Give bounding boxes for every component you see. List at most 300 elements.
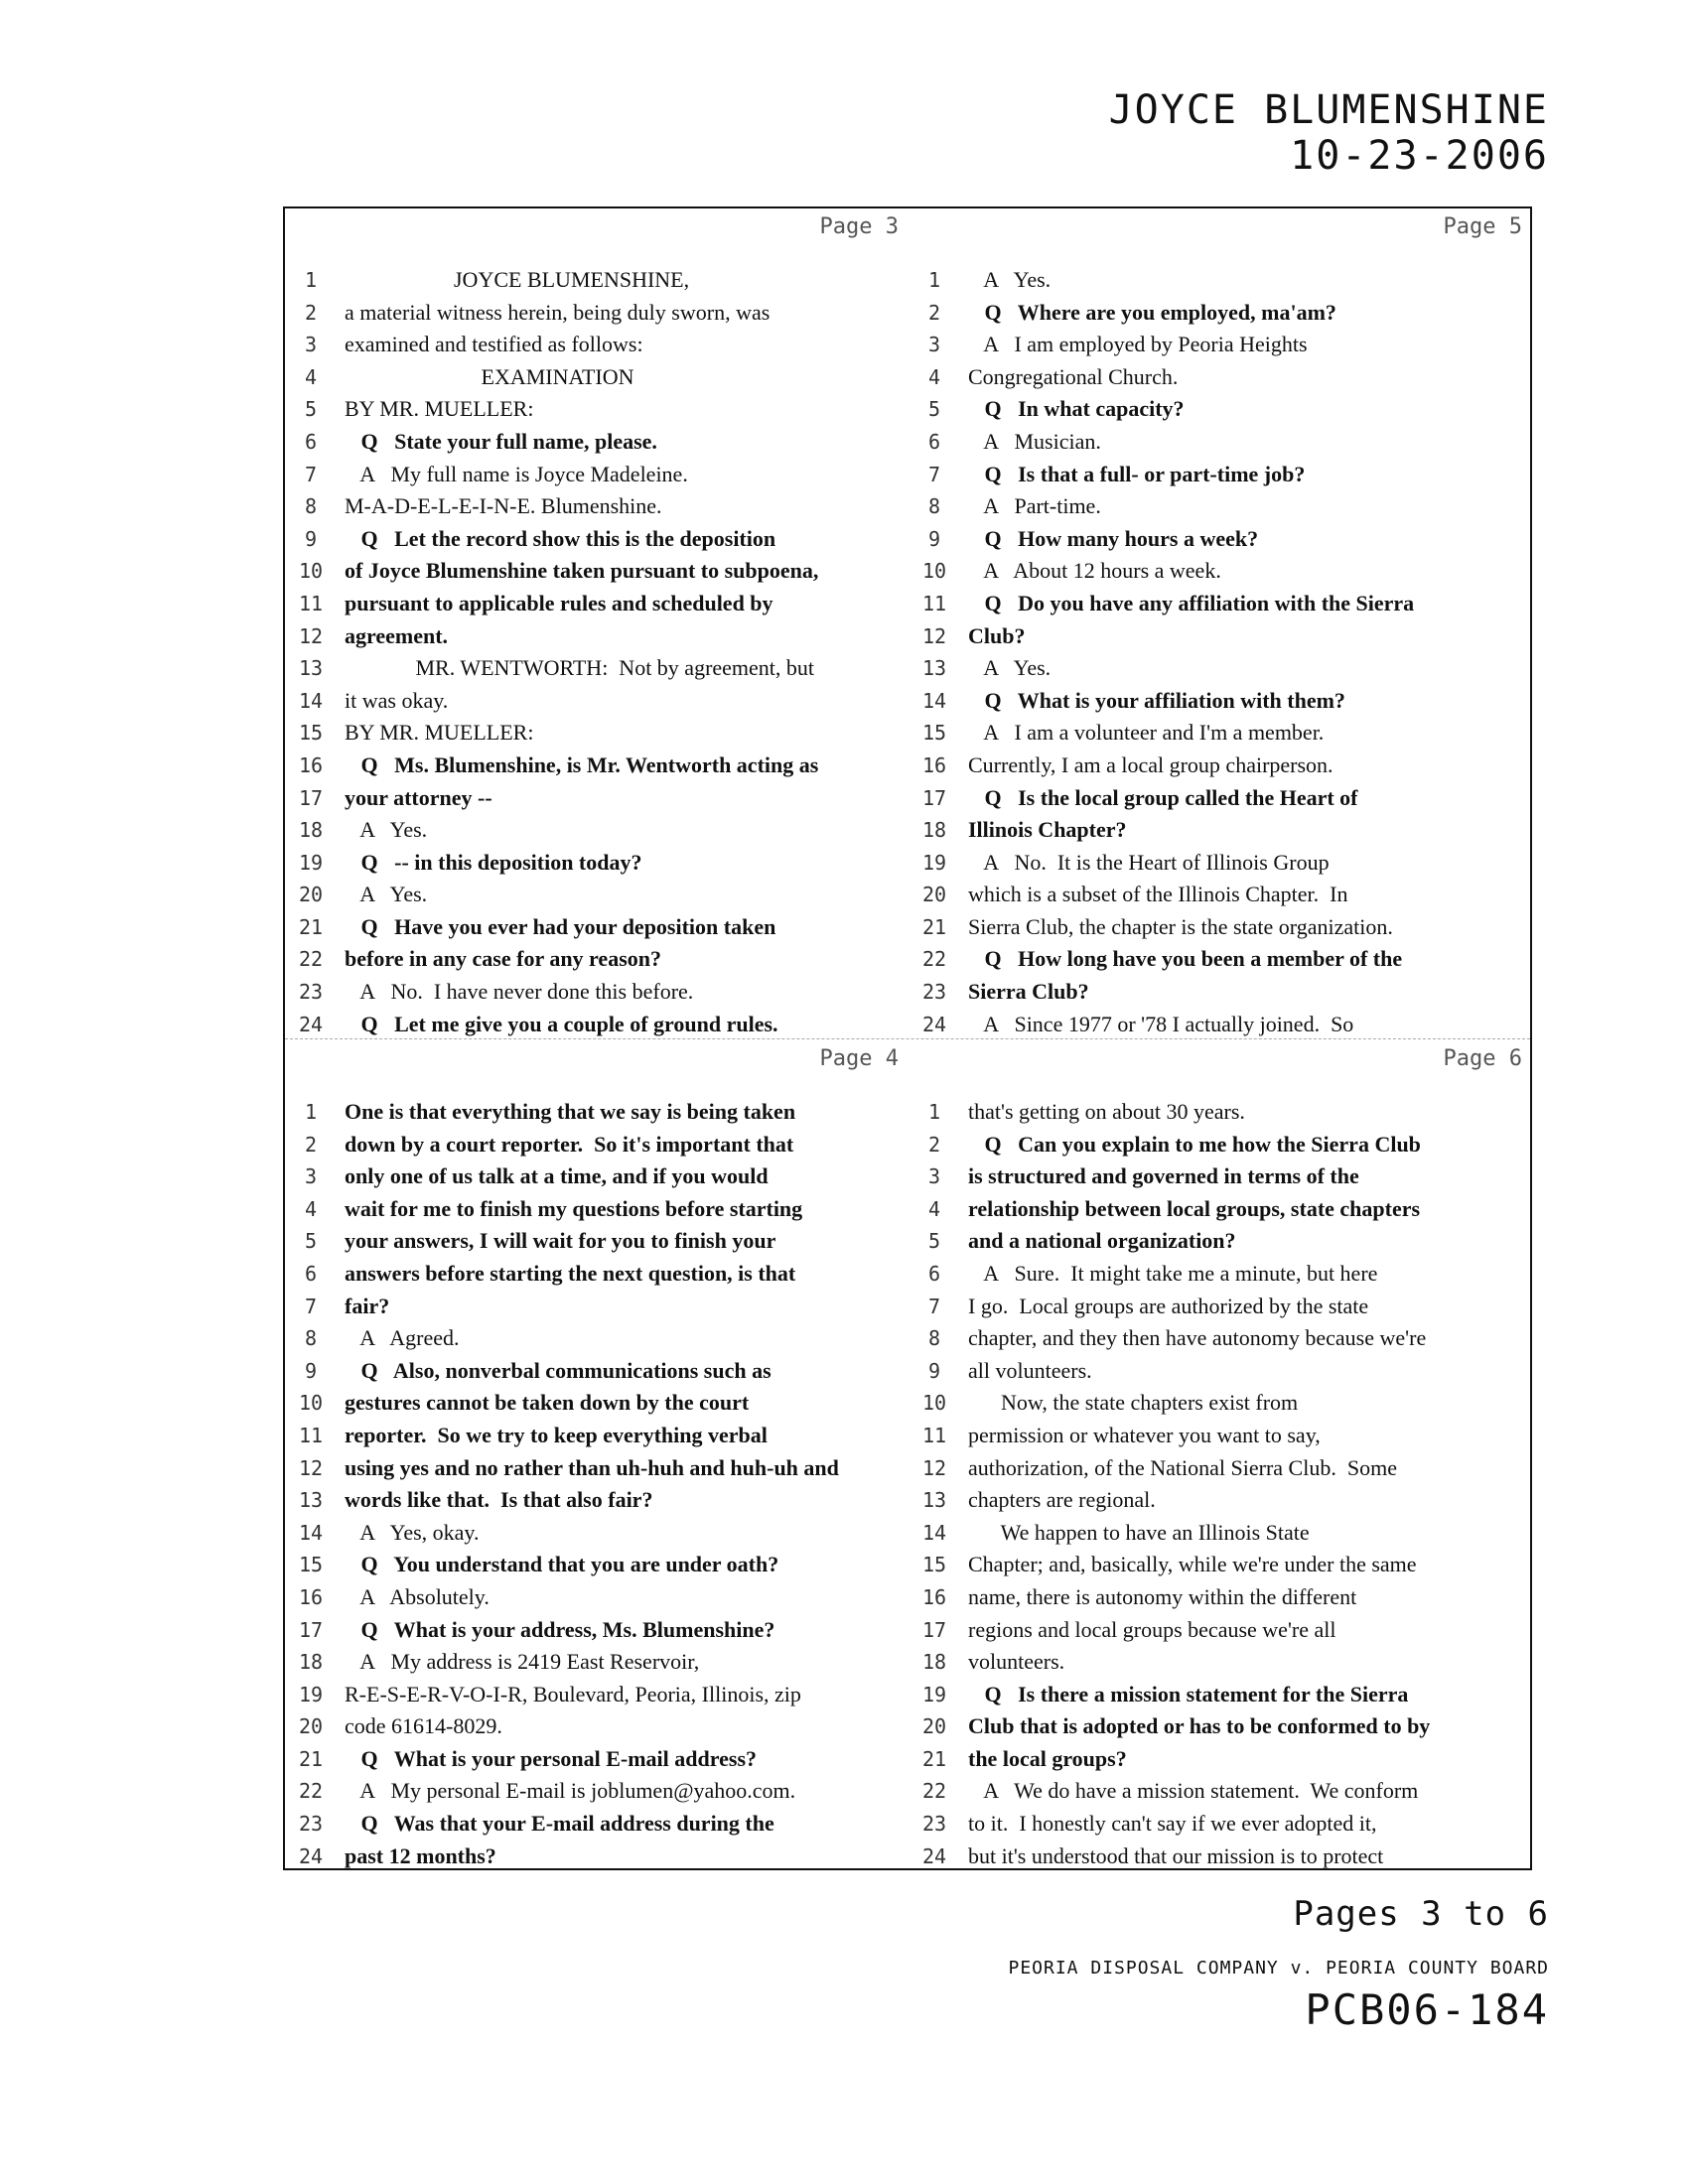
transcript-line xyxy=(285,1808,909,1841)
line-number: 11 xyxy=(921,591,947,615)
transcript-line xyxy=(909,1452,1532,1485)
line-text: A Part-time. xyxy=(968,493,1101,519)
line-text: Q What is your address, Ms. Blumenshine? xyxy=(345,1616,775,1642)
transcript-line xyxy=(285,1614,909,1647)
line-text: Q Do you have any affiliation with the Sierra xyxy=(968,590,1415,615)
line-text: authorization, of the National Sierra Club. Some xyxy=(968,1454,1397,1480)
transcript-line xyxy=(285,1322,909,1355)
line-number: 20 xyxy=(298,1714,324,1739)
line-number: 1 xyxy=(927,1100,941,1124)
line-text: Q What is your affiliation with them? xyxy=(968,687,1345,713)
line-text: Q State your full name, please. xyxy=(345,428,657,454)
line-number: 5 xyxy=(927,1229,941,1254)
transcript-line xyxy=(909,1646,1532,1679)
line-number: 23 xyxy=(921,1812,947,1837)
transcript-line xyxy=(909,1258,1532,1291)
line-text: a material witness herein, being duly sworn, was xyxy=(345,299,771,325)
line-text: Q Can you explain to me how the Sierra Club xyxy=(968,1131,1421,1157)
transcript-line xyxy=(285,1129,909,1161)
line-text: Q Ms. Blumenshine, is Mr. Wentworth acting as xyxy=(345,751,819,777)
transcript-line xyxy=(285,361,909,394)
line-number: 3 xyxy=(304,1164,318,1189)
transcript-line xyxy=(285,426,909,459)
line-number: 12 xyxy=(298,1455,324,1480)
transcript-line xyxy=(909,393,1532,426)
deponent-name: JOYCE BLUMENSHINE xyxy=(1108,87,1549,133)
line-text: A My personal E-mail is joblumen@yahoo.com. xyxy=(345,1778,796,1804)
transcript-line xyxy=(285,393,909,426)
line-text: A No. It is the Heart of Illinois Group xyxy=(968,849,1330,875)
transcript-line xyxy=(285,685,909,718)
line-text: of Joyce Blumenshine taken pursuant to subpoena, xyxy=(345,558,819,584)
page-label: Page 3 xyxy=(819,214,899,239)
line-text: BY MR. MUELLER: xyxy=(345,720,534,746)
transcript-line xyxy=(285,976,909,1009)
line-number: 2 xyxy=(927,1132,941,1157)
line-text: A Since 1977 or '78 I actually joined. So xyxy=(968,1011,1354,1036)
line-number: 3 xyxy=(927,1164,941,1189)
line-text: and a national organization? xyxy=(968,1228,1236,1254)
line-number: 20 xyxy=(921,1714,947,1739)
line-number: 8 xyxy=(927,494,941,519)
transcript-line xyxy=(909,911,1532,944)
line-number: 6 xyxy=(927,1261,941,1286)
line-number: 18 xyxy=(298,1650,324,1675)
line-number: 22 xyxy=(921,947,947,972)
line-number: 13 xyxy=(298,656,324,681)
transcript-line xyxy=(285,329,909,361)
line-number: 22 xyxy=(298,947,324,972)
line-text: M-A-D-E-L-E-I-N-E. Blumenshine. xyxy=(345,493,662,519)
transcript-line xyxy=(909,750,1532,782)
transcript-page-3 xyxy=(285,208,909,1037)
transcript-line xyxy=(909,1581,1532,1614)
transcript-line xyxy=(285,847,909,880)
transcript-line xyxy=(909,459,1532,491)
line-text: A Yes. xyxy=(968,267,1052,292)
line-text: A I am a volunteer and I'm a member. xyxy=(968,720,1325,746)
line-number: 24 xyxy=(298,1843,324,1868)
line-text: chapter, and they then have autonomy because we're xyxy=(968,1325,1427,1351)
line-number: 11 xyxy=(921,1423,947,1447)
line-text: A Sure. It might take me a minute, but here xyxy=(968,1260,1378,1286)
line-number: 4 xyxy=(927,1196,941,1221)
line-number: 12 xyxy=(921,1455,947,1480)
transcript-line xyxy=(285,782,909,815)
line-text: Q Have you ever had your deposition taken xyxy=(345,913,776,939)
line-number: 13 xyxy=(298,1488,324,1513)
line-number: 19 xyxy=(298,850,324,875)
transcript-line xyxy=(909,523,1532,556)
line-text: Q Let me give you a couple of ground rules. xyxy=(345,1011,778,1036)
line-text: A Absolutely. xyxy=(345,1583,490,1609)
line-number: 17 xyxy=(921,1617,947,1642)
line-number: 15 xyxy=(921,1553,947,1577)
transcript-line xyxy=(909,976,1532,1009)
line-number: 24 xyxy=(298,1012,324,1036)
transcript-line xyxy=(285,297,909,330)
line-text: Q Is that a full- or part-time job? xyxy=(968,461,1306,486)
line-text: A Agreed. xyxy=(345,1325,460,1351)
line-number: 13 xyxy=(921,656,947,681)
transcript-line xyxy=(285,943,909,976)
line-number: 21 xyxy=(921,914,947,939)
transcript-line xyxy=(909,1129,1532,1161)
page-divider xyxy=(285,1038,1530,1039)
line-number: 12 xyxy=(298,623,324,648)
line-number: 15 xyxy=(298,1553,324,1577)
transcript-page-6 xyxy=(909,1040,1532,1869)
transcript-line xyxy=(285,750,909,782)
transcript-line xyxy=(909,1484,1532,1517)
line-text: Sierra Club? xyxy=(968,979,1089,1005)
deposition-date: 10-23-2006 xyxy=(1290,133,1549,179)
line-number: 18 xyxy=(298,818,324,843)
transcript-line xyxy=(909,1614,1532,1647)
line-text: chapters are regional. xyxy=(968,1487,1156,1513)
line-text: agreement. xyxy=(345,622,449,648)
line-text: name, there is autonomy within the different xyxy=(968,1583,1357,1609)
line-number: 19 xyxy=(298,1682,324,1706)
line-number: 9 xyxy=(927,526,941,551)
transcript-line xyxy=(909,879,1532,911)
line-text: Currently, I am a local group chairperson. xyxy=(968,751,1333,777)
page-label: Page 6 xyxy=(1443,1046,1522,1071)
line-text: wait for me to finish my questions before starting xyxy=(345,1195,803,1221)
transcript-line xyxy=(909,814,1532,847)
line-number: 23 xyxy=(921,980,947,1005)
line-text: Now, the state chapters exist from xyxy=(968,1390,1299,1416)
transcript-line xyxy=(909,1710,1532,1743)
transcript-line xyxy=(909,588,1532,620)
transcript-line xyxy=(285,490,909,523)
transcript-line xyxy=(285,1258,909,1291)
transcript-line xyxy=(285,523,909,556)
page-label: Page 4 xyxy=(819,1046,899,1071)
line-number: 21 xyxy=(298,914,324,939)
line-text: which is a subset of the Illinois Chapter. In xyxy=(968,882,1348,907)
line-text: Sierra Club, the chapter is the state organization. xyxy=(968,913,1393,939)
line-text: only one of us talk at a time, and if you would xyxy=(345,1163,769,1189)
line-text: Congregational Church. xyxy=(968,363,1179,389)
line-text: is structured and governed in terms of the xyxy=(968,1163,1359,1189)
line-text: permission or whatever you want to say, xyxy=(968,1422,1321,1447)
transcript-line xyxy=(285,1009,909,1037)
transcript-line xyxy=(909,426,1532,459)
line-text: answers before starting the next question, is that xyxy=(345,1260,796,1286)
transcript-line xyxy=(909,555,1532,588)
line-text: A My full name is Joyce Madeleine. xyxy=(345,461,688,486)
line-text: I go. Local groups are authorized by the state xyxy=(968,1293,1369,1318)
transcript-line xyxy=(285,652,909,685)
line-text: Q You understand that you are under oath? xyxy=(345,1552,779,1577)
line-number: 1 xyxy=(304,1100,318,1124)
line-text: Q Is the local group called the Heart of xyxy=(968,784,1358,810)
transcript-line xyxy=(285,814,909,847)
transcript-line xyxy=(285,555,909,588)
line-text: code 61614-8029. xyxy=(345,1713,502,1739)
line-text: A We do have a mission statement. We conform xyxy=(968,1778,1419,1804)
transcript-line xyxy=(285,1841,909,1869)
line-number: 1 xyxy=(304,268,318,292)
line-text: Q Was that your E-mail address during the xyxy=(345,1811,774,1837)
line-text: We happen to have an Illinois State xyxy=(968,1519,1310,1545)
line-text: JOYCE BLUMENSHINE, xyxy=(345,267,690,292)
line-text: that's getting on about 30 years. xyxy=(968,1099,1245,1124)
line-text: Q -- in this deposition today? xyxy=(345,849,642,875)
transcript-line xyxy=(909,1743,1532,1776)
line-text: before in any case for any reason? xyxy=(345,946,661,972)
line-text: the local groups? xyxy=(968,1745,1127,1771)
transcript-line xyxy=(285,1646,909,1679)
line-number: 17 xyxy=(298,1617,324,1642)
transcript-line xyxy=(909,1193,1532,1226)
transcript-line xyxy=(285,879,909,911)
line-text: your answers, I will wait for you to finish your xyxy=(345,1228,776,1254)
transcript-line xyxy=(285,588,909,620)
line-text: reporter. So we try to keep everything verbal xyxy=(345,1422,768,1447)
transcript-line xyxy=(285,1452,909,1485)
line-text: pursuant to applicable rules and scheduled by xyxy=(345,590,773,615)
transcript-line xyxy=(285,1387,909,1420)
line-number: 7 xyxy=(927,1294,941,1318)
page-label: Page 5 xyxy=(1443,214,1522,239)
line-number: 13 xyxy=(921,1488,947,1513)
transcript-line xyxy=(285,459,909,491)
line-number: 2 xyxy=(304,1132,318,1157)
line-number: 22 xyxy=(298,1779,324,1804)
line-text: A My address is 2419 East Reservoir, xyxy=(345,1649,700,1675)
line-number: 23 xyxy=(298,1812,324,1837)
line-text: words like that. Is that also fair? xyxy=(345,1487,653,1513)
line-number: 20 xyxy=(298,883,324,907)
line-number: 19 xyxy=(921,1682,947,1706)
transcript-line xyxy=(285,1581,909,1614)
line-number: 5 xyxy=(304,397,318,422)
transcript-page-5 xyxy=(909,208,1532,1037)
line-text: Q Where are you employed, ma'am? xyxy=(968,299,1336,325)
transcript-page-4 xyxy=(285,1040,909,1869)
line-text: Q What is your personal E-mail address? xyxy=(345,1745,758,1771)
transcript-line xyxy=(285,1193,909,1226)
line-number: 11 xyxy=(298,1423,324,1447)
line-number: 18 xyxy=(921,818,947,843)
transcript-line xyxy=(909,329,1532,361)
line-number: 3 xyxy=(304,333,318,357)
line-number: 14 xyxy=(298,1520,324,1545)
line-text: volunteers. xyxy=(968,1649,1065,1675)
transcript-line xyxy=(285,1484,909,1517)
transcript-line xyxy=(285,911,909,944)
line-number: 7 xyxy=(927,462,941,486)
line-number: 21 xyxy=(921,1746,947,1771)
line-text: A I am employed by Peoria Heights xyxy=(968,332,1308,357)
line-text: A Yes. xyxy=(345,817,428,843)
line-number: 16 xyxy=(298,752,324,777)
transcript-line xyxy=(909,1420,1532,1452)
transcript-line xyxy=(909,943,1532,976)
line-number: 6 xyxy=(927,429,941,454)
transcript-line xyxy=(909,1096,1532,1129)
line-number: 23 xyxy=(298,980,324,1005)
line-text: but it's understood that our mission is to protect xyxy=(968,1843,1384,1868)
line-number: 6 xyxy=(304,1261,318,1286)
line-text: using yes and no rather than uh-huh and huh-uh and xyxy=(345,1454,839,1480)
line-number: 4 xyxy=(304,364,318,389)
line-text: A Yes. xyxy=(968,655,1052,681)
line-text: past 12 months? xyxy=(345,1843,496,1868)
line-number: 15 xyxy=(298,721,324,746)
line-number: 8 xyxy=(304,1326,318,1351)
line-text: Q How long have you been a member of the xyxy=(968,946,1403,972)
line-text: A Yes. xyxy=(345,882,428,907)
page-range: Pages 3 to 6 xyxy=(1293,1894,1549,1934)
line-number: 10 xyxy=(298,559,324,584)
transcript-line xyxy=(909,652,1532,685)
line-number: 8 xyxy=(927,1326,941,1351)
line-number: 15 xyxy=(921,721,947,746)
line-text: down by a court reporter. So it's important that xyxy=(345,1131,794,1157)
transcript-line xyxy=(909,264,1532,297)
line-text: Q Is there a mission statement for the Sierra xyxy=(968,1681,1409,1706)
transcript-line xyxy=(909,1808,1532,1841)
transcript-line xyxy=(909,847,1532,880)
line-number: 8 xyxy=(304,494,318,519)
line-number: 5 xyxy=(304,1229,318,1254)
transcript-line xyxy=(285,1710,909,1743)
line-text: Q How many hours a week? xyxy=(968,525,1259,551)
transcript-line xyxy=(909,1009,1532,1037)
line-number: 10 xyxy=(921,1391,947,1416)
line-number: 14 xyxy=(921,688,947,713)
line-text: your attorney -- xyxy=(345,784,492,810)
line-number: 16 xyxy=(921,752,947,777)
transcript-box xyxy=(283,206,1532,1870)
line-number: 20 xyxy=(921,883,947,907)
transcript-line xyxy=(285,1549,909,1581)
transcript-line xyxy=(909,1322,1532,1355)
line-text: EXAMINATION xyxy=(345,363,634,389)
line-number: 21 xyxy=(298,1746,324,1771)
line-text: regions and local groups because we're all xyxy=(968,1616,1336,1642)
transcript-line xyxy=(909,1517,1532,1550)
transcript-line xyxy=(909,1160,1532,1193)
line-number: 11 xyxy=(298,591,324,615)
line-text: Q Also, nonverbal communications such as xyxy=(345,1357,772,1383)
line-text: A About 12 hours a week. xyxy=(968,558,1221,584)
transcript-line xyxy=(909,1225,1532,1258)
line-text: fair? xyxy=(345,1293,390,1318)
line-number: 2 xyxy=(927,300,941,325)
line-number: 4 xyxy=(927,364,941,389)
line-number: 14 xyxy=(298,688,324,713)
line-number: 10 xyxy=(921,559,947,584)
line-text: R-E-S-E-R-V-O-I-R, Boulevard, Peoria, Illinois, zip xyxy=(345,1681,801,1706)
transcript-line xyxy=(285,1775,909,1808)
line-text: A No. I have never done this before. xyxy=(345,979,694,1005)
line-text: to it. I honestly can't say if we ever adopted it, xyxy=(968,1811,1377,1837)
transcript-line xyxy=(909,297,1532,330)
line-number: 4 xyxy=(304,1196,318,1221)
line-number: 9 xyxy=(304,1358,318,1383)
transcript-line xyxy=(285,1096,909,1129)
line-text: examined and testified as follows: xyxy=(345,332,643,357)
transcript-line xyxy=(285,1291,909,1323)
line-number: 19 xyxy=(921,850,947,875)
line-text: Illinois Chapter? xyxy=(968,817,1127,843)
line-number: 9 xyxy=(927,1358,941,1383)
transcript-line xyxy=(285,717,909,750)
transcript-line xyxy=(285,1355,909,1388)
line-text: it was okay. xyxy=(345,687,449,713)
case-number: PCB06-184 xyxy=(1305,1985,1549,2034)
line-text: all volunteers. xyxy=(968,1357,1092,1383)
transcript-line xyxy=(285,1225,909,1258)
transcript-line xyxy=(909,1679,1532,1711)
line-number: 24 xyxy=(921,1012,947,1036)
line-text: A Musician. xyxy=(968,428,1101,454)
transcript-line xyxy=(909,782,1532,815)
line-text: One is that everything that we say is being taken xyxy=(345,1099,796,1124)
line-number: 12 xyxy=(921,623,947,648)
line-number: 18 xyxy=(921,1650,947,1675)
line-text: Club that is adopted or has to be conformed to by xyxy=(968,1713,1431,1739)
transcript-line xyxy=(285,264,909,297)
transcript-line xyxy=(909,685,1532,718)
line-text: Q In what capacity? xyxy=(968,396,1185,422)
line-number: 5 xyxy=(927,397,941,422)
line-text: Q Let the record show this is the deposition xyxy=(345,525,776,551)
line-text: Chapter; and, basically, while we're under the same xyxy=(968,1552,1417,1577)
line-number: 14 xyxy=(921,1520,947,1545)
line-number: 10 xyxy=(298,1391,324,1416)
transcript-line xyxy=(909,1291,1532,1323)
line-number: 3 xyxy=(927,333,941,357)
line-number: 2 xyxy=(304,300,318,325)
transcript-line xyxy=(909,620,1532,653)
line-number: 9 xyxy=(304,526,318,551)
transcript-line xyxy=(285,1160,909,1193)
line-number: 22 xyxy=(921,1779,947,1804)
line-number: 17 xyxy=(298,785,324,810)
transcript-line xyxy=(909,1355,1532,1388)
line-number: 17 xyxy=(921,785,947,810)
line-text: relationship between local groups, state chapters xyxy=(968,1195,1421,1221)
line-text: Club? xyxy=(968,622,1026,648)
transcript-line xyxy=(909,1549,1532,1581)
case-title: PEORIA DISPOSAL COMPANY v. PEORIA COUNTY BOARD xyxy=(1008,1958,1549,1979)
line-number: 1 xyxy=(927,268,941,292)
line-number: 24 xyxy=(921,1843,947,1868)
transcript-line xyxy=(909,717,1532,750)
transcript-line xyxy=(285,1743,909,1776)
line-number: 7 xyxy=(304,462,318,486)
transcript-line xyxy=(909,1841,1532,1869)
line-number: 16 xyxy=(921,1584,947,1609)
line-number: 6 xyxy=(304,429,318,454)
transcript-line xyxy=(909,1775,1532,1808)
line-number: 16 xyxy=(298,1584,324,1609)
line-text: BY MR. MUELLER: xyxy=(345,396,534,422)
transcript-line xyxy=(285,1420,909,1452)
transcript-line xyxy=(285,1679,909,1711)
line-text: A Yes, okay. xyxy=(345,1519,480,1545)
line-text: gestures cannot be taken down by the court xyxy=(345,1390,750,1416)
transcript-line xyxy=(285,620,909,653)
line-text: MR. WENTWORTH: Not by agreement, but xyxy=(345,655,815,681)
transcript-line xyxy=(909,361,1532,394)
transcript-line xyxy=(909,1387,1532,1420)
